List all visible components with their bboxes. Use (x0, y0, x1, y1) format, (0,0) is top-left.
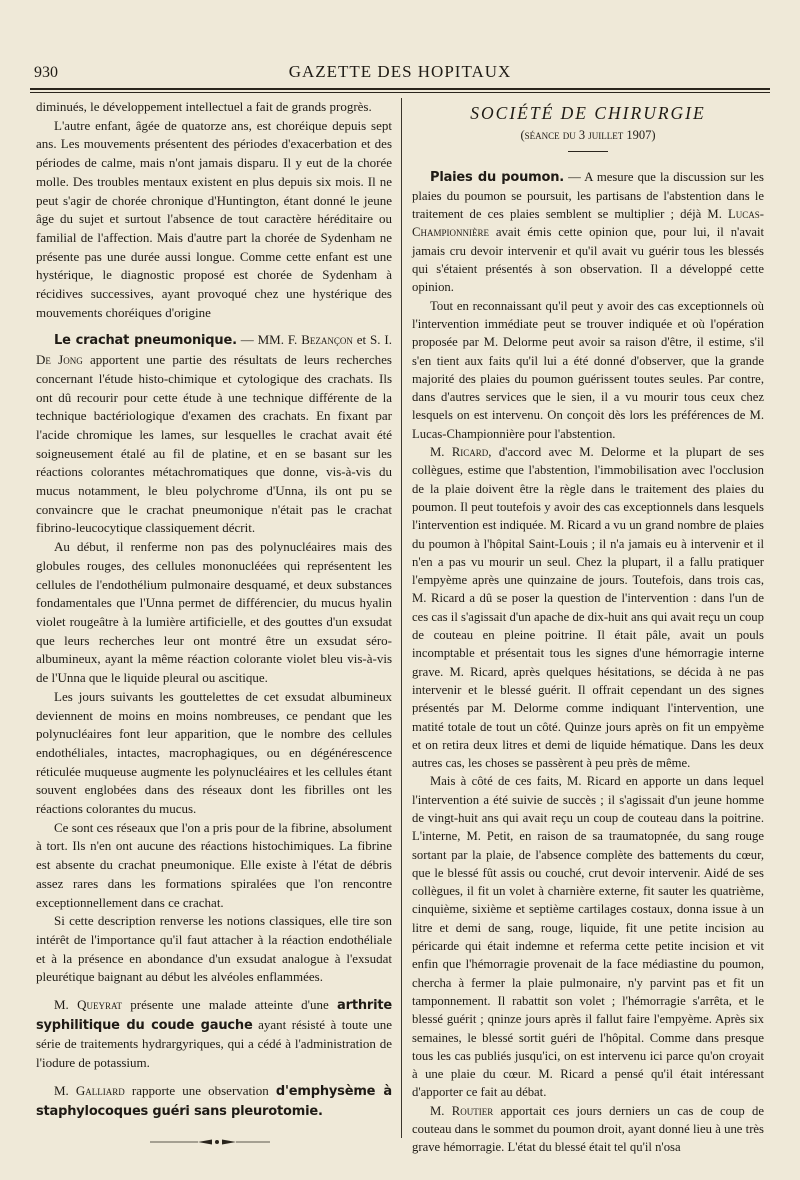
section-title: SOCIÉTÉ DE CHIRURGIE (470, 103, 706, 123)
session-date: (séance du 3 juillet 1907) (520, 128, 656, 143)
header-rule-thin (30, 92, 770, 93)
column-divider (401, 98, 402, 1138)
header-rule-thick (30, 88, 770, 90)
author-name: Galliard (75, 1082, 125, 1098)
author-name: Ricard (451, 445, 489, 460)
paragraph: Au début, il renferme non pas des polynucléaires mais des globules rouges, des cellules mononucléées qui représentent les cellules de l'endothélium pulmonaire desquamé, et deux substances fondamentales que l'Unna permet de différencier, du mucus hyalin violet rougeâtre à la lumière artificielle, et des gouttes d'un exsudat que leurs recherches leur ont montré être un exsudat séro-albumineux, ayant la même réaction colorante violet bleu vis-à-vis de l'Unna que le liquide pleural ou ascitique. (36, 539, 392, 686)
right-column (412, 104, 764, 1157)
author-name: Bezançon (301, 332, 353, 348)
running-header (30, 62, 770, 88)
paragraph: diminués, le développement intellectuel a fait de grands progrès. (36, 99, 372, 114)
short-rule (568, 151, 608, 152)
subject-heading: Le crachat pneumonique. (54, 333, 237, 349)
paragraph-plaies: Plaies du poumon. — A mesure que la discussion sur les plaies du poumon se poursuit, les partisans de l'abstention dans le traitement de ces plaies semblent se multiplier ; déjà M. Lucas-Championnière avait émis cette opinion que, pour lui, il n'avait jamais cru devoir intervenir et qu'il avait vu guérir tous les blessés qui s'étaient présentés à son observation. Il a développé cette opinion. (412, 169, 764, 295)
left-column (36, 98, 392, 1121)
journal-title: GAZETTE DES HOPITAUX (288, 62, 512, 81)
paragraph-crachat: Le crachat pneumonique. — MM. F. Bezançon et S. I. De Jong apportent une partie des résultats de leurs recherches concernant l'étude histo-chimique et cytologique des crachats. Ils ont dû recourir pour cette étude à une technique différente de la technique bactériologique d'examen des crachats. En fixant par l'acide chromique les lames, sur lesquelles le crachat avait été soigneusement étalé au fil de platine, et en se basant sur les réactions colorantes métachromatiques que donne, vis-à-vis du mucus notamment, le bleu polychrome d'Unna, ils ont pu se convaincre que le crachat pneumonique n'était pas le crachat fibrino-leucocytique classiquement décrit. (36, 332, 392, 536)
end-ornament (150, 1138, 270, 1146)
paragraph: Tout en reconnaissant qu'il peut y avoir des cas exceptionnels où l'intervention immédiate peut se trouver indiquée et où l'opération proposée par M. Delorme peut avoir sa raison d'être, il estime, s'il s'en tient aux faits qu'il lui a été donné d'observer, que la grande majorité des plaies du poumon guérissent toutes seules. Par contre, dans d'autres services que le sien, il a vu mourir tous ceux chez lesquels on est intervenu. On conçoit dès lors les préférences de M. Lucas-Championnière pour l'abstention. (412, 298, 764, 441)
paragraph-galliard: M. Galliard rapporte une observation d'emphysème à staphylocoques guéri sans pleurotomie. (36, 1082, 393, 1119)
author-name: Lucas-Championnière (412, 207, 764, 240)
paragraph-ricard: M. Ricard, d'accord avec M. Delorme et la plupart de ses collègues, estime que l'abstention, l'immobilisation avec l'occlusion de la plaie doivent être la règle dans le traitement des plaies du poumon. Il peut toutefois y avoir des cas exceptionnels dans lesquels l'intervention est indiquée. M. Ricard a vu un grand nombre de plaies du poumon à l'hôpital Saint-Louis ; il n'a jamais eu à intervenir et il n'en a pas vu mourir un seul. Chez la plupart, il a fallu pratiquer l'empyème après une quinzaine de jours. Toutefois, dans trois cas, M. Ricard a dû se poser la question de l'intervention : dans l'un de ces cas il s'agissait d'un apache de dix-huit ans qui avait reçu un coup de couteau en pleine poitrine. Il était pâle, avait un pouls incomptable et présentait tous les signes d'une hémorragie interne grave. M. Ricard, après quelques hésitations, se décida à ne pas intervenir et le blessé guérit. Il offrait cependant un des signes présentés par M. Delorme comme indiquant l'intervention, une matité totale de tout un côté. Quinze jours après on fit un empyème et on retira deux litres et demi de liquide hématique. Dans les deux autres cas, les choses se passèrent à peu près de même. (412, 445, 765, 771)
paragraph-queyrat: M. Queyrat présente une malade atteinte d'une arthrite syphilitique du coude gauche ayant résisté à toute une série de traitements hydrargyriques, qui a cédé à l'administration de l'iodure de potassium. (36, 997, 392, 1071)
subject-heading: Plaies du poumon. (430, 169, 565, 185)
paragraph: L'autre enfant, âgée de quatorze ans, est choréique depuis sept ans. Les mouvements présentent des périodes d'exacerbation et des périodes de calme, mais n'ont jamais disparu. Il y eut de la chorée molle. Des troubles mentaux existent en plus depuis six mois. Il ne peut s'agir de chorée chronique d'Huntington, étant donné le jeune âge du sujet et surtout l'absence de tout caractère héréditaire ou familial de l'affection. Mais d'autre part la chorée de Sydenham ne présente pas une durée aussi longue. Comme cette enfant est une hystérique, le diagnostic proposé est chorée de Sydenham à récidives successives, ayant provoqué chez une hystérique des mouvements choréiques d'origine (36, 117, 392, 320)
page-number: 930 (34, 64, 58, 81)
paragraph: Ce sont ces réseaux que l'on a pris pour de la fibrine, absolument à tort. Ils n'en ont aucune des réactions histochimiques. La fibrine est absente du crachat pneumonique. Elle existe à l'état de débris assez rares dans les formations spiralées que l'on rencontre exceptionnellement dans ce crachat. (36, 819, 392, 910)
author-name: Queyrat (77, 997, 122, 1013)
author-name: De Jong (36, 352, 83, 368)
paragraph: Mais à côté de ces faits, M. Ricard en apporte un dans lequel l'intervention a été suivie de succès ; il s'agissait d'un jeune homme de vingt-huit ans qui avait reçu un coup de couteau dans la poitrine. L'interne, M. Petit, en raison de sa traumatopnée, du sang rouge sortant par la plaie, de l'absence complète des battements du cœur, que le blessé fût assis ou couché, crut devoir intervenir. Aidé de ses collègues, il fit un volet à charnière externe, fit sauter les quatrième, cinquième, sixième et septième cartilages costaux, donna issue à un litre et demi de sang, rouge, liquide, fit une petite incision au péricarde qui était indemne et referma cette petite incision et vit enfin que l'hémorragie provenait de la face médiastine du poumon, chercha à fermer la plaie pulmonaire, n'y parvint pas et fit un tamponnement. Il rabattit son volet ; l'hémorragie s'arrêta, et le blessé guérit ; qninze jours après il fallut faire l'empyème. Après six semaines, le blessé sortit guéri de l'hôpital. Comme dans presque tous les cas publiés jusqu'ici, on est intervenu ici parce qu'on croyait à une plaie du cœur. M. Ricard a pensé qu'il était intéressant d'apporter ce fait au débat. (412, 774, 764, 1100)
subject-heading: arthrite syphilitique du coude gauche (36, 998, 392, 1033)
paragraph: Les jours suivants les gouttelettes de cet exsudat albumineux deviennent de moins en moins nombreuses, ce pendant que les polynucléaires font leur apparition, que le nombre des cellules endothéliales, intactes, macrophagiques, ou en dégénérescence réticulée muqueuse augmente les polynucléaires et les cellules étant souvent englobées dans des réseaux dont les fibrilles ont les réactions colorantes du mucus. (36, 688, 392, 817)
subject-heading: d'emphysème à staphylocoques guéri sans pleurotomie. (36, 1083, 393, 1119)
author-name: Routier (451, 1103, 494, 1118)
paragraph: Si cette description renverse les notions classiques, elle tire son intérêt de l'importance qu'il faut attacher à la réaction endothéliale et à la présence en abondance d'un exsudat analogue à l'exsudat pleurétique baignant au début les alvéoles enflammées. (36, 913, 392, 985)
paragraph-routier: M. Routier apportait ces jours derniers un cas de coup de couteau dans le sommet du poumon droit, ayant donné lieu à une très grave hémorragie. L'état du blessé était tel qu'il n'osa (412, 1103, 764, 1155)
